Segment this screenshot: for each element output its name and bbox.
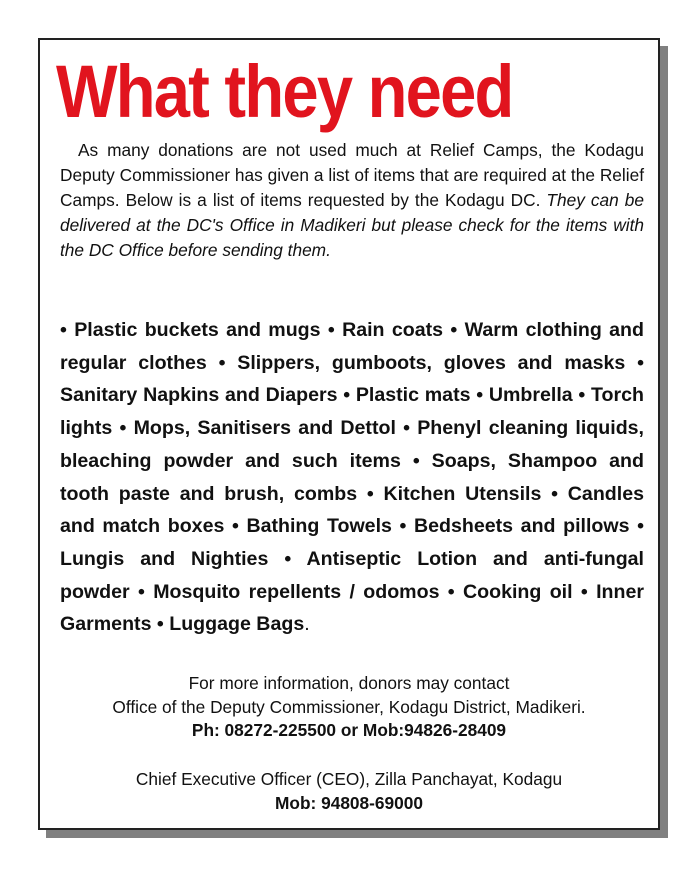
contact-line-1: For more information, donors may contact — [188, 673, 510, 693]
contact-line-2: Office of the Deputy Commissioner, Kodagu District, Madikeri. — [112, 696, 586, 717]
contact-block — [52, 672, 646, 743]
items-end: . — [304, 613, 310, 636]
page-title: What they need — [56, 50, 513, 133]
intro-paragraph — [60, 138, 644, 263]
ceo-block — [52, 767, 646, 815]
intro-italic-text: They can be delivered at the DC's Office in Madikeri but please check for the items with the DC Office before sending them. — [60, 190, 644, 260]
intro-text: As many donations are not used much at Relief Camps, the Kodagu Deputy Commissioner has given a list of items that are required at the Relief Camps. Below is a list of items requested by the Kodagu DC. — [60, 140, 644, 210]
contact-phone: Ph: 08272-225500 or Mob:94826-28409 — [191, 720, 507, 740]
items-text: • Plastic buckets and mugs • Rain coats • Warm clothing and regular clothes • Slippers, gumboots, gloves and masks • Sanitary Napkins and Diapers • Plastic mats • Umbrella • Torch lights • Mops, Sanitisers and Dettol • Phenyl cleaning liquids, bleaching powder and such items • Soaps, Shampoo and tooth paste and brush, combs • Kitchen Utensils • Candles and match boxes • Bathing Towels • Bedsheets and pillows • Lungis and Nighties • Antiseptic Lotion and anti-fungal powder • Mosquito repellents / odomos • Cooking oil • Inner Garments • Luggage Bags — [60, 319, 644, 636]
ceo-line: Chief Executive Officer (CEO), Zilla Panchayat, Kodagu — [135, 769, 563, 789]
items-list — [60, 314, 644, 641]
ceo-mobile: Mob: 94808-69000 — [275, 793, 423, 813]
notice-box — [38, 38, 660, 830]
